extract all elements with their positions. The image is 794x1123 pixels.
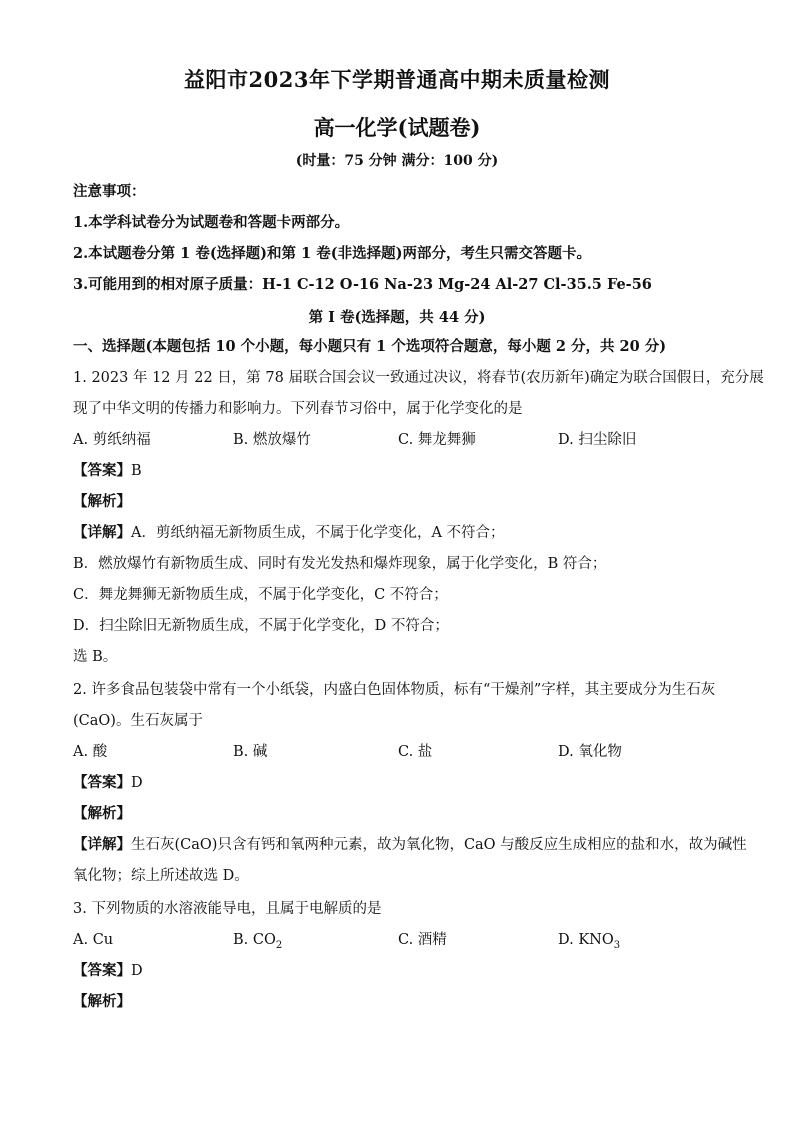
- q1-option-c: C. 舞龙舞狮: [398, 432, 476, 448]
- q1-analysis: [73, 492, 733, 512]
- q1-stem-line2: 现了中华文明的传播力和影响力。下列春节习俗中，属于化学变化的是: [73, 401, 523, 417]
- q2-analysis: [73, 804, 733, 824]
- q2-detail-line2: 氧化物；综上所述故选 D。: [73, 868, 249, 884]
- exam-title: 益阳市2023年下学期普通高中期未质量检测: [184, 67, 610, 92]
- q2-answer: [73, 773, 733, 793]
- notice-heading: 注意事项：: [73, 183, 146, 200]
- detail-tag: 【详解】: [73, 836, 131, 853]
- q2-stem-line1: 2. 许多食品包装袋中常有一个小纸袋，内盛白色固体物质，标有“干燥剂”字样，其主要成分为生石灰: [73, 682, 716, 698]
- section-heading: 一、选择题(本题包括 10 个小题，每小题只有 1 个选项符合题意，每小题 2 分，共 20 分): [73, 338, 667, 355]
- notice-item-1: 1.本学科试卷分为试题卷和答题卡两部分。: [73, 214, 350, 231]
- q3-answer: [73, 961, 733, 981]
- analysis-tag: 【解析】: [73, 805, 131, 822]
- exam-subtitle: 高一化学(试题卷): [313, 115, 481, 140]
- q3-analysis: [73, 992, 733, 1012]
- answer-tag: 【答案】: [73, 774, 131, 791]
- exam-time-score: (时量：75 分钟 满分：100 分): [295, 153, 499, 169]
- q1-answer-value: B: [131, 463, 142, 479]
- analysis-tag: 【解析】: [73, 493, 131, 510]
- q2-option-d: D. 氧化物: [558, 744, 622, 760]
- q2-answer-value: D: [131, 775, 143, 791]
- q2-detail-text: 生石灰(CaO)只含有钙和氧两种元素，故为氧化物，CaO 与酸反应生成相应的盐和水，故为碱性: [131, 837, 747, 853]
- q3-option-a: A. Cu: [73, 932, 114, 948]
- answer-tag: 【答案】: [73, 462, 131, 479]
- q1-detail-d: D．扫尘除旧无新物质生成，不属于化学变化，D 不符合；: [73, 618, 449, 634]
- q2-detail-line1: [73, 835, 747, 855]
- q2-option-c: C. 盐: [398, 744, 433, 760]
- q1-option-a: A. 剪纸纳福: [73, 432, 151, 448]
- q3-option-d-subscript: 3: [613, 939, 621, 951]
- q3-option-b-subscript: 2: [275, 939, 283, 951]
- q2-option-a: A. 酸: [73, 744, 108, 760]
- part1-heading: 第 I 卷(选择题，共 44 分): [308, 309, 486, 326]
- notice-item-3: 3.可能用到的相对原子质量：H-1 C-12 O-16 Na-23 Mg-24 Al-27 Cl-35.5 Fe-56: [73, 276, 652, 293]
- notice-item-2: 2.本试题卷分第 1 卷(选择题)和第 1 卷(非选择题)两部分，考生只需交答题卡。: [73, 245, 591, 262]
- q1-stem-line1: 1. 2023 年 12 月 22 日，第 78 届联合国会议一致通过决议，将春节(农历新年)确定为联合国假日，充分展: [73, 370, 764, 386]
- q1-detail-b: B．燃放爆竹有新物质生成、同时有发光发热和爆炸现象，属于化学变化，B 符合；: [73, 556, 607, 572]
- q1-option-d: D. 扫尘除旧: [558, 432, 637, 448]
- q3-answer-value: D: [131, 963, 143, 979]
- q2-stem-line2: (CaO)。生石灰属于: [73, 713, 203, 729]
- detail-tag: 【详解】: [73, 524, 131, 541]
- q3-option-d: [558, 930, 620, 950]
- q1-conclusion: 选 B。: [73, 649, 118, 665]
- answer-tag: 【答案】: [73, 962, 131, 979]
- q3-option-b: [233, 930, 282, 950]
- analysis-tag: 【解析】: [73, 993, 131, 1010]
- q3-stem: 3. 下列物质的水溶液能导电，且属于电解质的是: [73, 901, 382, 917]
- q1-detail-text-a: A．剪纸纳福无新物质生成，不属于化学变化，A 不符合；: [131, 525, 505, 541]
- q3-option-b-text: B. CO: [233, 932, 276, 948]
- q1-answer: [73, 461, 733, 481]
- q2-option-b: B. 碱: [233, 744, 268, 760]
- q3-option-c: C. 酒精: [398, 932, 447, 948]
- q1-detail-a: [73, 523, 733, 543]
- q3-option-d-text: D. KNO: [558, 932, 614, 948]
- q1-option-b: B. 燃放爆竹: [233, 432, 311, 448]
- q1-detail-c: C．舞龙舞狮无新物质生成，不属于化学变化，C 不符合；: [73, 587, 448, 603]
